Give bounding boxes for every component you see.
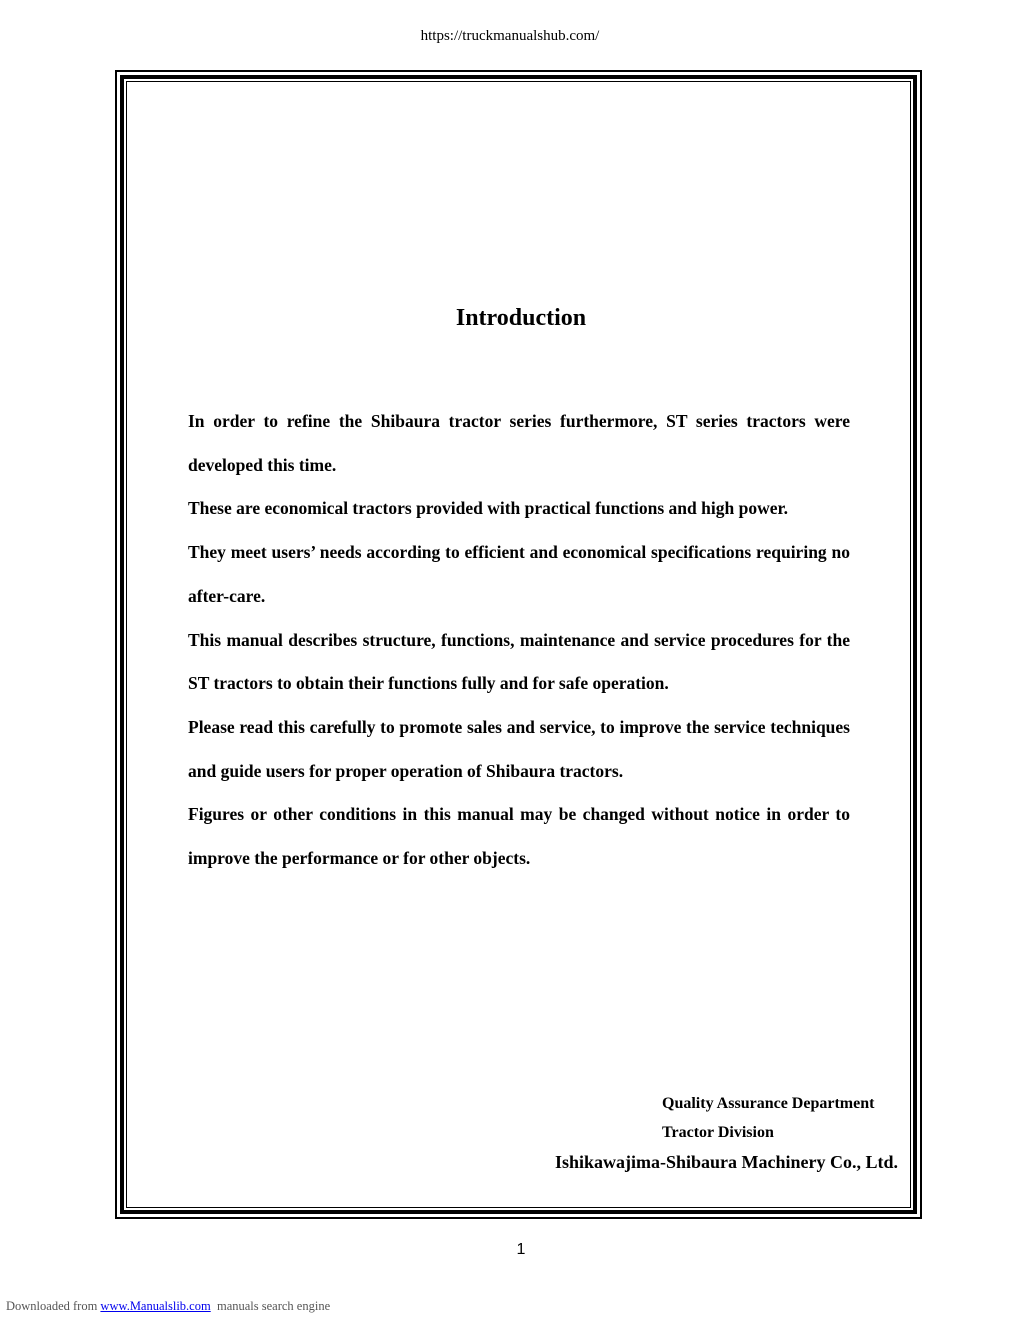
header-url: https://truckmanualshub.com/ — [420, 28, 600, 44]
page-number: 1 — [516, 1241, 526, 1258]
paragraph: This manual describes structure, functions, maintenance and service procedures for the ST tractors to obtain their functions fully and for safe operation. — [188, 629, 850, 694]
manualslib-link[interactable]: www.Manualslib.com — [100, 1299, 211, 1313]
footer-suffix: manuals search engine — [216, 1299, 331, 1313]
footer-prefix: Downloaded from — [6, 1299, 98, 1313]
paragraph: In order to refine the Shibaura tractor series furthermore, ST series tractors were developed this time. — [188, 411, 850, 475]
paragraph: Please read this carefully to promote sales and service, to improve the service techniques and guide users for proper operation of Shibaura tractors. — [188, 716, 850, 781]
signature-company: Ishikawajima-Shibaura Machinery Co., Ltd. — [554, 1152, 898, 1172]
introduction-body — [188, 400, 850, 881]
download-footer — [6, 1299, 330, 1314]
paragraph: Figures or other conditions in this manual may be changed without notice in order to improve the performance or for other objects. — [188, 804, 850, 869]
paragraph: These are economical tractors provided with practical functions and high power. — [188, 498, 789, 519]
paragraph: They meet users’ needs according to efficient and economical specifications requiring no after-care. — [188, 542, 850, 606]
signature-division: Tractor Division — [662, 1124, 774, 1141]
page-title: Introduction — [455, 305, 587, 331]
signature-department: Quality Assurance Department — [662, 1095, 875, 1112]
